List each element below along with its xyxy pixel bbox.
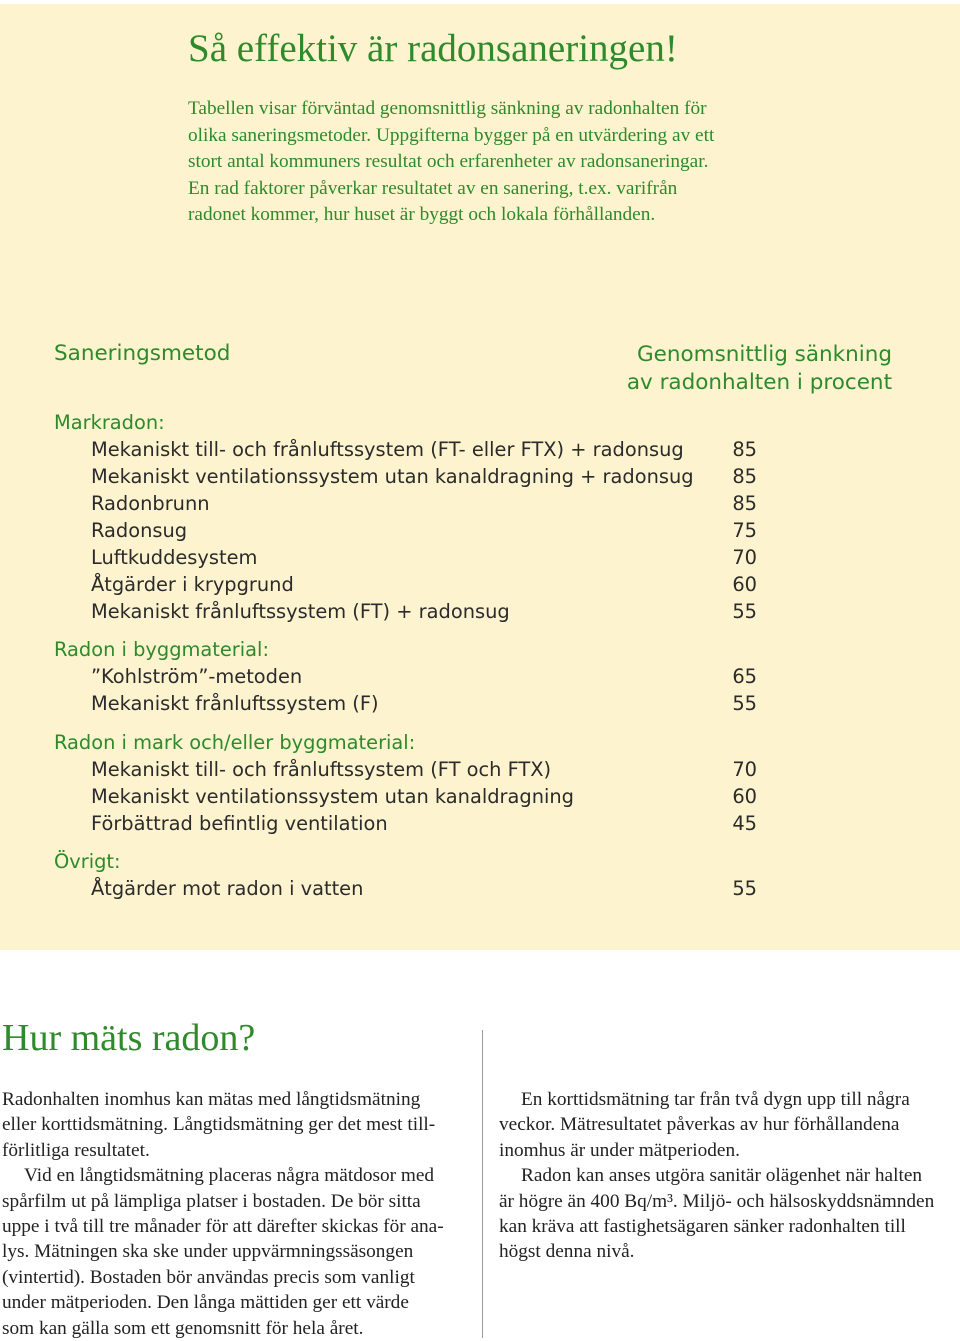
text-line-content: Radonhalten inomhus kan mätas med långtidsmätning <box>2 1089 421 1110</box>
text-line: högst denna nivå. <box>499 1241 635 1263</box>
method-cell: Mekaniskt till- och frånluftssystem (FT- eller FTX) + radonsug <box>91 438 684 461</box>
value-cell: 60 <box>732 573 757 596</box>
table-header-value-line: av radonhalten i procent <box>626 370 892 395</box>
method-cell: Mekaniskt frånluftssystem (FT) + radonsug <box>91 600 510 623</box>
value-cell: 45 <box>732 812 757 835</box>
text-line: eller korttidsmätning. Långtidsmätning ger det mest till- <box>2 1114 436 1136</box>
text-line: uppe i två till tre månader för att därefter skickas för ana- <box>2 1216 444 1238</box>
table-row <box>91 665 757 692</box>
method-cell: ”Kohlström”-metoden <box>91 665 303 688</box>
table-header-method: Saneringsmetod <box>54 341 231 366</box>
text-line: under mätperioden. Den långa mättiden ger ett värde <box>2 1292 409 1314</box>
category-label: Övrigt: <box>54 850 121 873</box>
text-line: som kan gälla som ett genomsnitt för hela året. <box>2 1317 364 1339</box>
table-row <box>91 465 757 492</box>
value-cell: 60 <box>732 785 757 808</box>
table-header-value <box>627 341 892 397</box>
table-row <box>91 492 757 519</box>
table-row <box>91 692 757 719</box>
table-row <box>91 812 757 839</box>
text-line: är högre än 400 Bq/m³. Miljö- och hälsoskyddsnämnden <box>499 1190 935 1212</box>
method-cell: Radonbrunn <box>91 492 210 515</box>
text-line: veckor. Mätresultatet påverkas av hur förhållandena <box>499 1114 900 1136</box>
box-title: Så effektiv är radonsaneringen! <box>188 27 678 70</box>
right-column-text <box>499 1087 958 1265</box>
method-cell: Luftkuddesystem <box>91 546 258 569</box>
method-cell: Mekaniskt ventilationssystem utan kanaldragning + radonsug <box>91 465 694 488</box>
value-cell: 55 <box>732 692 757 715</box>
section-heading: Hur mäts radon? <box>2 1017 256 1059</box>
method-cell: Mekaniskt frånluftssystem (F) <box>91 692 379 715</box>
table-row <box>91 877 757 904</box>
value-cell: 55 <box>732 877 757 900</box>
table-header-value-line: Genomsnittlig sänkning <box>636 342 892 367</box>
method-cell: Åtgärder i krypgrund <box>91 573 294 596</box>
left-column-text <box>2 1087 465 1341</box>
intro-paragraph <box>188 96 714 229</box>
intro-line: Tabellen visar förväntad genomsnittlig sänkning av radonhalten för <box>188 98 707 119</box>
method-cell: Förbättrad befintlig ventilation <box>91 812 388 835</box>
text-line: lys. Mätningen ska ske under uppvärmningssäsongen <box>2 1241 414 1263</box>
method-cell: Åtgärder mot radon i vatten <box>91 877 364 900</box>
value-cell: 70 <box>732 758 757 781</box>
text-line: Radon kan anses utgöra sanitär olägenhet när halten <box>521 1165 923 1187</box>
intro-line: radonet kommer, hur huset är byggt och lokala förhållanden. <box>188 204 656 226</box>
text-line <box>2 1087 465 1112</box>
text-line: spårfilm ut på lämpliga platser i bostaden. De bör sitta <box>2 1190 421 1212</box>
method-cell: Mekaniskt till- och frånluftssystem (FT och FTX) <box>91 758 552 781</box>
table-row <box>91 758 757 785</box>
value-cell: 85 <box>732 438 757 461</box>
value-cell: 85 <box>732 492 757 515</box>
table-row <box>91 438 757 465</box>
method-cell: Mekaniskt ventilationssystem utan kanaldragning <box>91 785 574 808</box>
table-row <box>91 519 757 546</box>
intro-line: stort antal kommuners resultat och erfarenheter av radonsaneringar. <box>188 151 709 173</box>
text-line: En korttidsmätning tar från två dygn upp till några <box>521 1089 910 1110</box>
intro-line: En rad faktorer påverkar resultatet av en sanering, t.ex. varifrån <box>188 177 678 199</box>
value-cell: 75 <box>732 519 757 542</box>
text-line: kan kräva att fastighetsägaren sänker radonhalten till <box>499 1216 906 1238</box>
text-line: inomhus är under mätperioden. <box>499 1139 740 1161</box>
table-row <box>91 600 757 627</box>
method-cell: Radonsug <box>91 519 188 542</box>
category-label: Radon i byggmaterial: <box>54 638 269 661</box>
text-line: Vid en långtidsmätning placeras några mätdosor med <box>24 1165 435 1187</box>
value-cell: 65 <box>732 665 757 688</box>
table-row <box>91 546 757 573</box>
intro-line: olika saneringsmetoder. Uppgifterna bygger på en utvärdering av ett <box>188 124 715 146</box>
category-label: Markradon: <box>54 411 165 434</box>
value-cell: 70 <box>732 546 757 569</box>
text-line: (vintertid). Bostaden bör användas precis som vanligt <box>2 1266 415 1288</box>
category-label: Radon i mark och/eller byggmaterial: <box>54 731 416 754</box>
column-divider <box>482 1030 483 1338</box>
value-cell: 55 <box>732 600 757 623</box>
table-row <box>91 573 757 600</box>
value-cell: 85 <box>732 465 757 488</box>
text-line: förlitliga resultatet. <box>2 1139 150 1161</box>
table-row <box>91 785 757 812</box>
